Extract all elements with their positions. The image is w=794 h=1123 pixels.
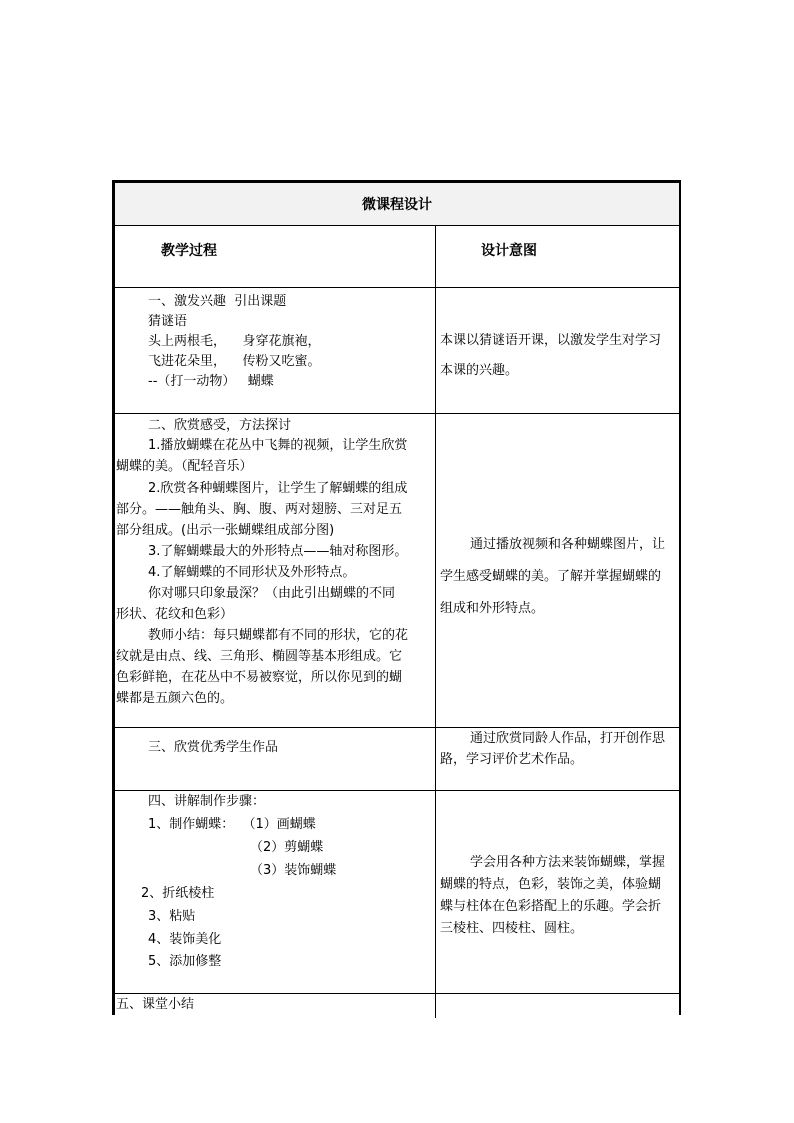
sec2-left-line: 1.播放蝴蝶在花丛中飞舞的视频，让学生欣赏 [148,438,408,453]
sec2-left-line: 部分组成。(出示一张蝴蝶组成部分图) [116,523,335,538]
sec1-right-line: 本课以猜谜语开课，以激发学生对学习 [440,333,662,348]
sec2-right-line: 通过播放视频和各种蝴蝶图片，让 [470,537,666,552]
table-title: 微课程设计 [115,183,679,226]
sec4-left-line: 1、制作蝴蝶： （1）画蝴蝶 [148,817,316,832]
sec1-right-line: 本课的兴趣。 [440,363,519,378]
sec2-right-line: 学生感受蝴蝶的美。了解并掌握蝴蝶的 [440,569,662,584]
header-design-intent: 设计意图 [481,243,537,259]
sec1-left-line: --（打一动物） 蝴蝶 [148,374,274,389]
sec4-right-line: 学会用各种方法来装饰蝴蝶，掌握 [470,855,666,870]
sec1-left-line: 飞进花朵里， 传粉又吃蜜。 [148,354,321,369]
sec2-left-line: 二、欣赏感受，方法探讨 [148,418,292,433]
lesson-design-table [112,180,681,1015]
header-teaching-process: 教学过程 [161,243,217,259]
row-divider [115,413,679,414]
sec2-left-line: 蝶都是五颜六色的。 [116,691,234,706]
sec3-right-line: 通过欣赏同龄人作品，打开创作思 [470,731,666,746]
sec2-right-line: 组成和外形特点。 [440,601,545,616]
sec2-left-line: 教师小结：每只蝴蝶都有不同的形状，它的花 [148,628,409,643]
sec4-right-line: 蝶与柱体在色彩搭配上的乐趣。学会折 [440,899,662,914]
row-divider [115,993,679,994]
sec2-left-line: 2.欣赏各种蝴蝶图片，让学生了解蝴蝶的组成 [148,481,408,496]
sec5-left-line: 五、课堂小结 [116,997,195,1012]
sec4-left-line: （3）装饰蝴蝶 [250,863,337,878]
sec2-left-line: 形状、花纹和色彩） [116,607,234,622]
row-divider [115,790,679,791]
sec3-left-line: 三、欣赏优秀学生作品 [148,740,279,755]
sec4-left-line: 2、折纸棱柱 [141,886,215,901]
sec1-left-line: 头上两根毛， 身穿花旗袍， [148,334,321,349]
row-divider [115,727,679,728]
sec2-left-line: 色彩鲜艳，在花丛中不易被察觉，所以你见到的蝴 [116,670,403,685]
sec4-left-line: 四、讲解制作步骤： [148,794,266,809]
sec4-right-line: 蝴蝶的特点，色彩，装饰之美，体验蝴 [440,877,662,892]
column-divider [435,226,436,1018]
sec1-left-line: 一、激发兴趣 引出课题 [148,294,287,309]
sec2-left-line: 3.了解蝴蝶最大的外形特点——轴对称图形。 [148,544,408,559]
sec1-left-line: 猜谜语 [148,314,188,329]
sec2-left-line: 4.了解蝴蝶的不同形状及外形特点。 [148,565,356,580]
sec4-left-line: 5、添加修整 [148,954,222,969]
sec2-left-line: 纹就是由点、线、三角形、椭圆等基本形组成。它 [116,649,403,664]
sec2-left-line: 你对哪只印象最深？（由此引出蝴蝶的不同 [148,586,396,601]
sec2-left-line: 蝴蝶的美。（配轻音乐） [116,459,253,474]
sec2-left-line: 部分。——触角头、胸、腹、两对翅膀、三对足五 [116,502,403,517]
sec3-right-line: 路，学习评价艺术作品。 [440,752,584,767]
sec4-left-line: （2）剪蝴蝶 [250,840,324,855]
sec4-left-line: 4、装饰美化 [148,932,222,947]
sec4-right-line: 三棱柱、四棱柱、圆柱。 [440,921,584,936]
sec4-left-line: 3、粘贴 [148,909,196,924]
row-divider [115,287,679,288]
